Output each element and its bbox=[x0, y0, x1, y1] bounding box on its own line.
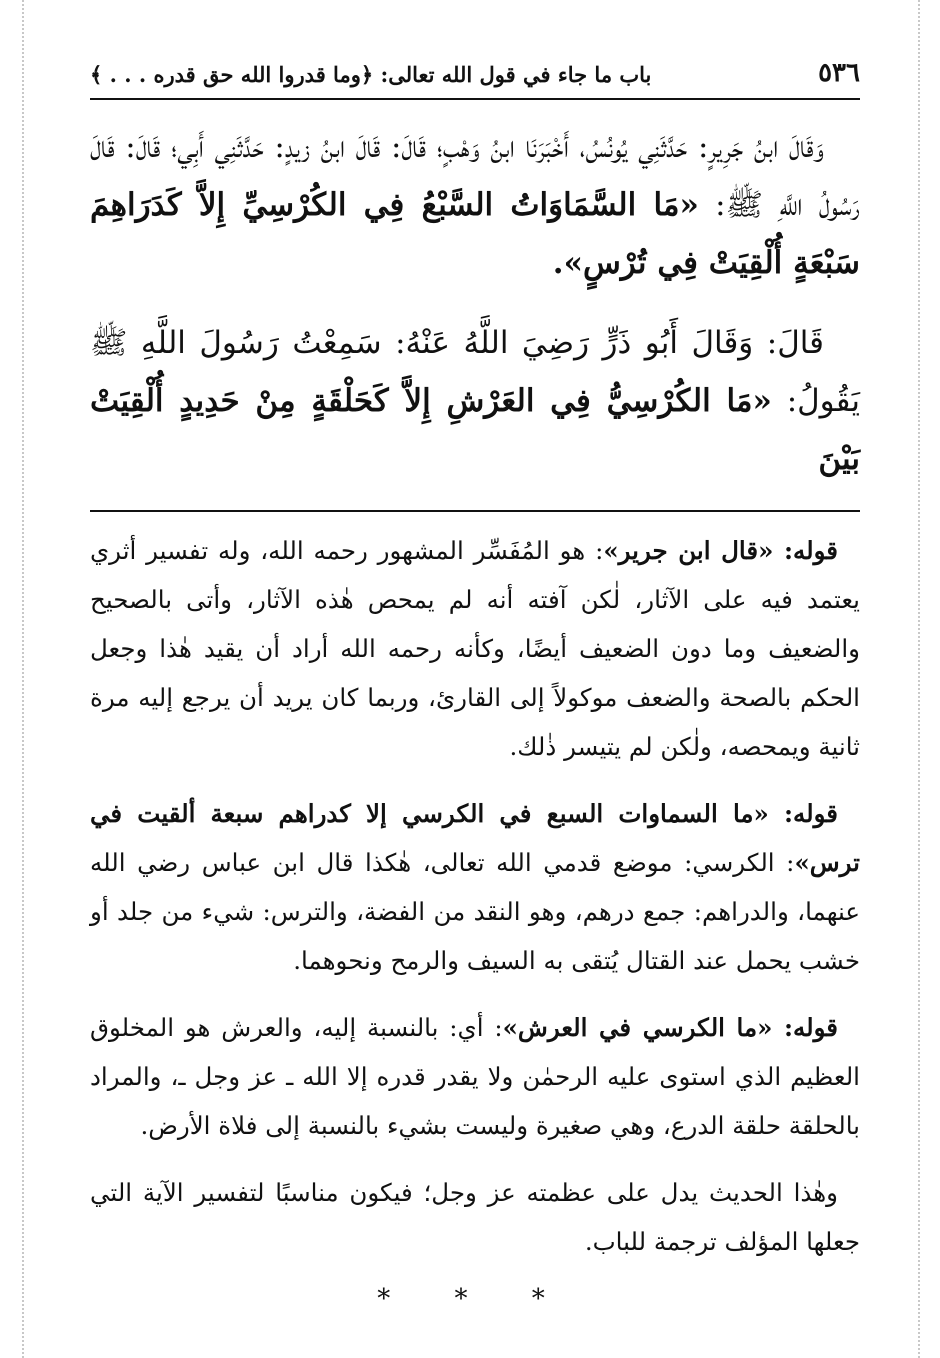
hadith-2-quote: «مَا الكُرْسِيُّ فِي العَرْشِ إِلاَّ كَحَلْقَةٍ مِنْ حَدِيدٍ أُلْقِيَتْ بَيْنَ bbox=[90, 383, 860, 477]
right-margin-dots bbox=[918, 0, 920, 1358]
commentary-1-text: : هو المُفَسِّر المشهور رحمه الله، وله تفسير أثري يعتمد فيه على الآثار، لٰكن آفته أنه لم يمحص هٰذه الآثار، وأتى بالصحيح والضعيف وما دون الضعيف أيضًا، وكأنه رحمه الله أراد أن يقيد هٰذا وجعل الحكم بالصحة والضعف موكولاً إلى القارئ، وربما كان يريد أن يرجع إليه مرة ثانية ويمحصه، ولٰكن لم يتيسر ذٰلك. bbox=[90, 536, 860, 761]
hadith-paragraph-2 bbox=[90, 314, 860, 488]
hadith-2-chain: قَالَ: وَقَالَ أَبُو ذَرٍّ رَضِيَ اللَّهُ عَنْهُ: سَمِعْتُ رَسُولَ اللَّهِ ﷺ يَقُولُ: bbox=[90, 325, 860, 419]
hadith-1-quote: «مَا السَّمَاوَاتُ السَّبْعُ فِي الكُرْسِيِّ إِلاَّ كَدَرَاهِمَ سَبْعَةٍ أُلْقِيَتْ فِي تُرْسٍ». bbox=[90, 187, 860, 281]
running-header bbox=[90, 40, 860, 100]
commentary-1-lead: قوله: «قال ابن جرير» bbox=[603, 536, 839, 565]
page-number: ٥٣٦ bbox=[818, 58, 860, 88]
hadith-paragraph-1 bbox=[90, 118, 860, 292]
commentary-paragraph-3 bbox=[90, 1003, 860, 1150]
commentary-3-text: : أي: بالنسبة إليه، والعرش هو المخلوق العظيم الذي استوى عليه الرحمٰن ولا يقدر قدره إلا الله ـ عز وجل ـ، والمراد بالحلقة حلقة الدرع، وهي صغيرة وليست بشيء بالنسبة إلى فلاة الأرض. bbox=[90, 1013, 860, 1140]
commentary-paragraph-4 bbox=[90, 1168, 860, 1266]
commentary-paragraph-1 bbox=[90, 526, 860, 771]
section-end-ornament: * * * bbox=[377, 1284, 573, 1314]
left-margin-dots bbox=[22, 0, 24, 1358]
commentary-paragraph-2 bbox=[90, 789, 860, 985]
commentary-2-lead: قوله: «ما السماوات السبع في الكرسي إلا كدراهم سبعة ألقيت في ترس» bbox=[90, 799, 860, 877]
commentary-4-text: وهٰذا الحديث يدل على عظمته عز وجل؛ فيكون مناسبًا لتفسير الآية التي جعلها المؤلف ترجمة للباب. bbox=[90, 1178, 860, 1256]
hadith-1-chain: وَقَالَ ابنُ جَرِيرٍ: حَدَّثَنِي يُونُسُ، أَخْبَرَنَا ابنُ وَهْبٍ؛ قَالَ: قَالَ ابنُ زيدٍ: حَدَّثَنِي أَبِي؛ قَالَ: قَالَ رَسُولُ اللَّهِ ﷺ: bbox=[90, 129, 860, 223]
book-page bbox=[90, 40, 860, 1314]
commentary-3-lead: قوله: «ما الكرسي في العرش» bbox=[502, 1013, 839, 1042]
footnote-divider bbox=[90, 510, 860, 512]
hadith-section bbox=[90, 118, 860, 488]
commentary-section bbox=[90, 526, 860, 1266]
chapter-title: باب ما جاء في قول الله تعالى: ﴿وما قدروا الله حق قدره . . . ﴾ bbox=[90, 62, 652, 87]
commentary-2-text: : الكرسي: موضع قدمي الله تعالى، هٰكذا قال ابن عباس رضي الله عنهما، والدراهم: جمع درهم، وهو النقد من الفضة، والترس: شيء من جلد أو خشب يحمل عند القتال يُتقى به السيف والرمح ونحوهما. bbox=[90, 848, 860, 975]
